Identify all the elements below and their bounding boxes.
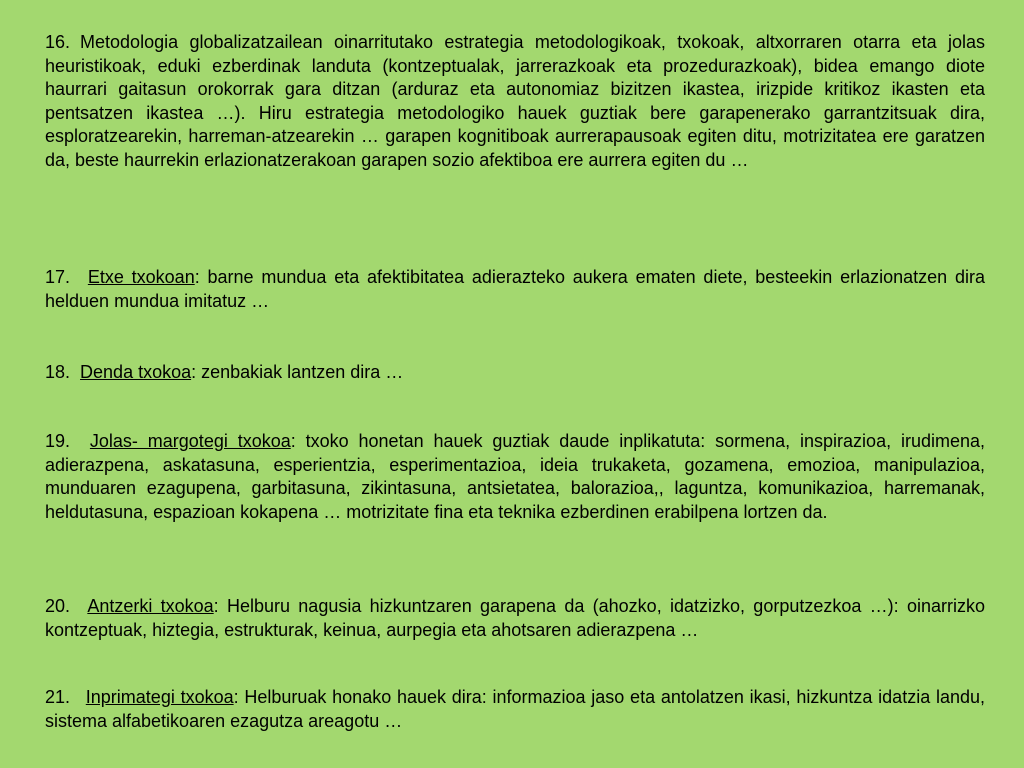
paragraph-18: [45, 361, 985, 385]
item-text: Helburu nagusia hizkuntzaren garapena da (ahozko, idatzizko, gorputzezkoa …): oinarrizko kontzeptuak, hiztegia, estrukturak, keinua, aurpegia eta ahotsaren adierazpena …: [45, 596, 985, 640]
item-title: Antzerki txokoa: [87, 596, 214, 616]
item-text: Metodologia globalizatzailean oinarritutako estrategia metodologikoak, txokoak, altxorraren otarra eta jolas heuristikoak, eduki ezberdinak landuta (kontzeptualak, jarrerazkoak eta prozedurazkoak), bidea emango diote haurrari gaitasun orokorrak gara ditzan (arduraz eta autonomiaz bizitzen ikastea, irizpide kritikoz ikasten eta pentsatzen ikastea …). Hiru estrategia metodologiko hauek guztiak bere garapenerako garrantzitsuak dira, esploratzearekin, harreman-atzearekin … garapen kognitiboak aurrerapausoak egiten ditu, motrizitatea ere garatzen da, beste haurrekin erlazionatzerakoan garapen sozio afektiboa ere aurrera egiten du …: [45, 32, 985, 170]
item-number: 20.: [45, 596, 71, 616]
item-separator: :: [213, 596, 219, 616]
item-title: Jolas- margotegi txokoa: [89, 431, 291, 451]
item-separator: :: [191, 362, 197, 382]
item-text: txoko honetan hauek guztiak daude inplikatuta: sormena, inspirazioa, irudimena, adierazpena, askatasuna, esperientzia, esperimentazioa, ideia trukaketa, gozamena, emozioa, manipulazioa, munduaren ezagupena, garbitasuna, zikintasuna, antsietatea, balorazioa,, laguntza, komunikazioa, harremanak, heldutasuna, espazioan kokapena … motrizitate fina eta teknika ezberdinen erabilpena lortzen da.: [45, 431, 985, 522]
item-text: barne mundua eta afektibitatea adierazteko aukera ematen diete, besteekin erlazionatzen dira helduen mundua imitatuz …: [45, 267, 986, 311]
paragraph-21: [45, 686, 985, 733]
item-separator: :: [233, 687, 239, 707]
item-number: 18.: [45, 362, 71, 382]
paragraph-16: [45, 31, 985, 172]
item-separator: :: [290, 431, 296, 451]
paragraph-19: [45, 430, 985, 524]
paragraph-17: [45, 266, 985, 313]
item-number: 17.: [45, 267, 71, 287]
item-number: 19.: [45, 431, 71, 451]
item-separator: :: [194, 267, 200, 287]
item-title: Etxe txokoan: [87, 267, 195, 287]
paragraph-20: [45, 595, 985, 642]
item-number: 21.: [45, 687, 71, 707]
item-title: Inprimategi txokoa: [85, 687, 234, 707]
item-text: zenbakiak lantzen dira …: [196, 362, 404, 382]
item-text: Helburuak honako hauek dira: informazioa jaso eta antolatzen ikasi, hizkuntza idatzia landu, sistema alfabetikoaren ezagutza areagotu …: [45, 687, 985, 731]
item-number: 16.: [45, 32, 71, 52]
item-title: Denda txokoa: [80, 362, 192, 382]
